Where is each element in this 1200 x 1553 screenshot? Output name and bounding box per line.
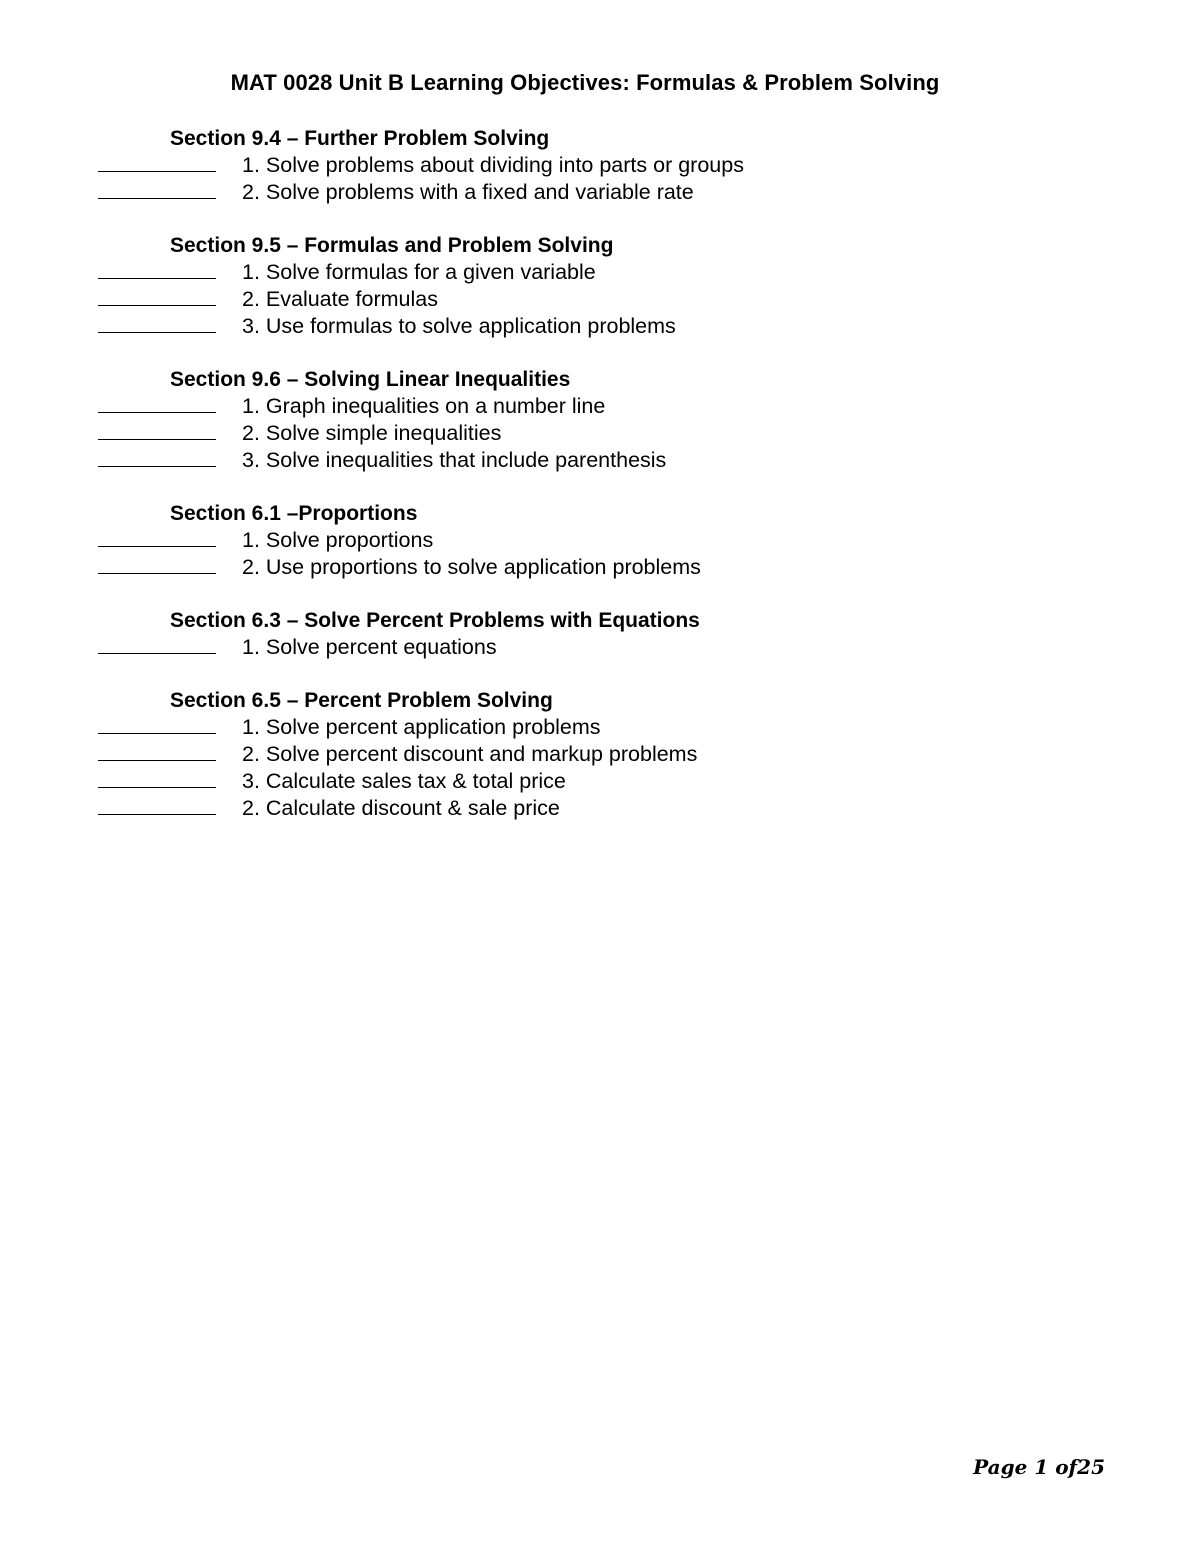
total-pages-number: 25 <box>1077 1455 1105 1479</box>
objective-row <box>98 554 1098 581</box>
objective-row <box>98 393 1098 420</box>
objective-row <box>98 714 1098 741</box>
section-9-5 <box>98 232 1098 340</box>
checkoff-blank[interactable] <box>98 152 216 172</box>
objective-row <box>98 527 1098 554</box>
checkoff-blank[interactable] <box>98 741 216 761</box>
section-6-5 <box>98 687 1098 822</box>
of-label: of <box>1055 1455 1078 1479</box>
page-label: Page <box>973 1455 1028 1479</box>
objective-text: 1. Solve problems about dividing into parts or groups <box>242 153 744 177</box>
section-6-1 <box>98 500 1098 581</box>
document-title: MAT 0028 Unit B Learning Objectives: Formulas & Problem Solving <box>230 70 940 95</box>
checkoff-blank[interactable] <box>98 420 216 440</box>
section-heading: Section 6.3 – Solve Percent Problems with Equations <box>170 609 700 632</box>
objective-text: 2. Solve percent discount and markup problems <box>242 742 698 766</box>
section-heading: Section 6.5 – Percent Problem Solving <box>170 689 553 712</box>
section-9-4 <box>98 125 1098 206</box>
checkoff-blank[interactable] <box>98 768 216 788</box>
objective-row <box>98 768 1098 795</box>
checkoff-blank[interactable] <box>98 634 216 654</box>
checkoff-blank[interactable] <box>98 714 216 734</box>
checkoff-blank[interactable] <box>98 259 216 279</box>
checkoff-blank[interactable] <box>98 286 216 306</box>
objective-text: 1. Solve proportions <box>242 528 434 552</box>
objective-text: 1. Graph inequalities on a number line <box>242 394 606 418</box>
checkoff-blank[interactable] <box>98 447 216 467</box>
objective-text: 3. Use formulas to solve application problems <box>242 314 676 338</box>
objective-row <box>98 152 1098 179</box>
section-9-6 <box>98 366 1098 474</box>
section-heading: Section 6.1 –Proportions <box>170 502 418 525</box>
checkoff-blank[interactable] <box>98 795 216 815</box>
objective-text: 1. Solve formulas for a given variable <box>242 260 596 284</box>
checkoff-blank[interactable] <box>98 179 216 199</box>
objective-text: 2. Solve simple inequalities <box>242 421 502 445</box>
objective-row <box>98 741 1098 768</box>
section-6-3 <box>98 607 1098 661</box>
checkoff-blank[interactable] <box>98 313 216 333</box>
objective-row <box>98 447 1098 474</box>
objective-row <box>98 179 1098 206</box>
objective-row <box>98 313 1098 340</box>
current-page-number: 1 <box>1034 1455 1049 1479</box>
objective-row <box>98 634 1098 661</box>
objective-text: 2. Use proportions to solve application problems <box>242 555 701 579</box>
objective-text: 2. Evaluate formulas <box>242 287 438 311</box>
section-heading: Section 9.4 – Further Problem Solving <box>170 127 550 150</box>
objective-row <box>98 420 1098 447</box>
section-heading: Section 9.6 – Solving Linear Inequalities <box>170 368 571 391</box>
objective-row <box>98 286 1098 313</box>
checkoff-blank[interactable] <box>98 554 216 574</box>
section-heading: Section 9.5 – Formulas and Problem Solving <box>170 234 614 257</box>
objective-text: 2. Calculate discount & sale price <box>242 796 560 820</box>
objective-text: 1. Solve percent equations <box>242 635 497 659</box>
objective-row <box>98 259 1098 286</box>
objective-text: 3. Calculate sales tax & total price <box>242 769 566 793</box>
checkoff-blank[interactable] <box>98 527 216 547</box>
objective-text: 1. Solve percent application problems <box>242 715 601 739</box>
checkoff-blank[interactable] <box>98 393 216 413</box>
objectives-list <box>98 125 1098 848</box>
objective-row <box>98 795 1098 822</box>
page-number <box>973 1455 1105 1479</box>
objective-text: 2. Solve problems with a fixed and variable rate <box>242 180 694 204</box>
objective-text: 3. Solve inequalities that include parenthesis <box>242 448 667 472</box>
